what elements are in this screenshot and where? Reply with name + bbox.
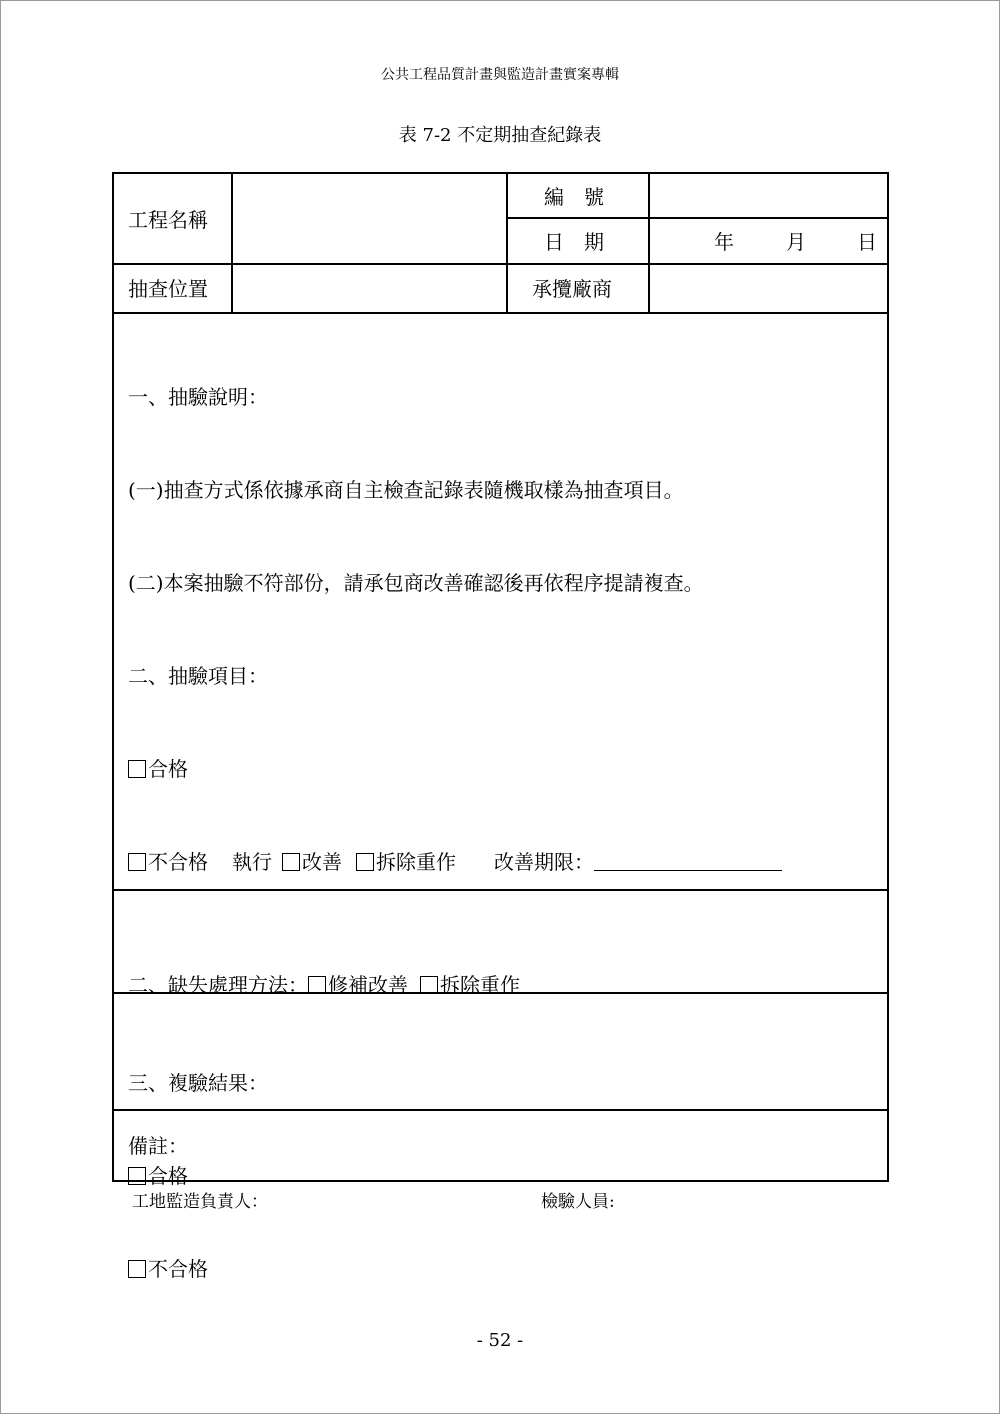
fail-label: 不合格 xyxy=(148,850,208,874)
date-label: 日 期 xyxy=(544,230,604,254)
section2-heading: 二、缺失處理方法： xyxy=(128,973,308,997)
project-name-label: 工程名稱 xyxy=(128,208,208,232)
section2-demolish-label: 拆除重作 xyxy=(440,973,520,997)
rule-row2-bottom xyxy=(114,312,889,314)
demolish-checkbox[interactable] xyxy=(356,853,374,871)
execute-label: 執行 xyxy=(232,850,272,874)
improve-checkbox[interactable] xyxy=(282,853,300,871)
year-label: 年 xyxy=(714,230,734,254)
section2-demolish-checkbox[interactable] xyxy=(420,976,438,994)
section3 xyxy=(128,1006,268,1347)
section1-item1: (一)抽查方式係依據承商自主檢查記錄表隨機取樣為抽查項目。 xyxy=(128,478,684,502)
deadline-label: 改善期限： xyxy=(494,850,594,874)
rule-mid-col xyxy=(506,174,508,312)
rule-label-col xyxy=(231,174,233,312)
page-number: - 52 - xyxy=(476,1330,524,1351)
section1-subheading: 二、抽驗項目： xyxy=(128,664,268,688)
recheck-fail-option xyxy=(128,1254,268,1285)
table-title: 表 7-2 不定期抽查紀錄表 xyxy=(398,125,602,146)
repair-checkbox[interactable] xyxy=(308,976,326,994)
running-header: 公共工程品質計畫與監造計畫實案專輯 xyxy=(381,67,619,83)
rule-value-col xyxy=(648,174,650,312)
section3-heading: 三、複驗結果： xyxy=(128,1071,268,1095)
inspector-signature-label: 檢驗人員: xyxy=(541,1192,615,1212)
section1-heading: 一、抽驗說明： xyxy=(128,385,268,409)
deadline-line[interactable] xyxy=(594,852,782,871)
section1-item2: (二)本案抽驗不符部份，請承包商改善確認後再依程序提請複查。 xyxy=(128,571,704,595)
remarks-label: 備註： xyxy=(128,1134,188,1158)
supervisor-signature-label: 工地監造負責人： xyxy=(132,1192,268,1212)
contractor-label: 承攬廠商 xyxy=(532,277,612,301)
fail-option xyxy=(128,847,782,878)
fail-checkbox[interactable] xyxy=(128,853,146,871)
pass-checkbox[interactable] xyxy=(128,760,146,778)
repair-label: 修補改善 xyxy=(328,973,408,997)
recheck-pass-label: 合格 xyxy=(148,1164,188,1188)
number-label: 編 號 xyxy=(544,185,604,209)
location-label: 抽查位置 xyxy=(128,277,208,301)
recheck-pass-checkbox[interactable] xyxy=(128,1167,146,1185)
improve-label: 改善 xyxy=(302,850,342,874)
pass-option xyxy=(128,754,782,785)
recheck-fail-label: 不合格 xyxy=(148,1257,208,1281)
day-label: 日 xyxy=(857,230,877,254)
pass-label: 合格 xyxy=(148,757,188,781)
section1 xyxy=(128,320,782,940)
recheck-fail-checkbox[interactable] xyxy=(128,1260,146,1278)
rule-number-date xyxy=(507,217,889,219)
demolish-label: 拆除重作 xyxy=(376,850,456,874)
month-label: 月 xyxy=(786,230,806,254)
